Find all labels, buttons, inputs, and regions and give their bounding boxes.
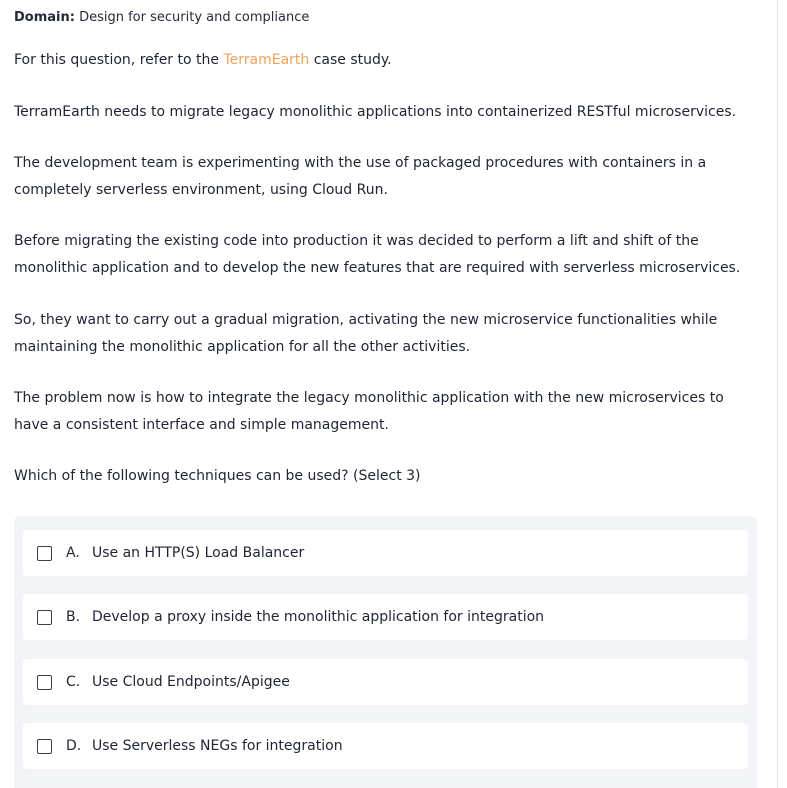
option-text: Develop a proxy inside the monolithic application for integration bbox=[92, 609, 545, 625]
domain-value: Design for security and compliance bbox=[79, 10, 310, 25]
question-prompt: Which of the following techniques can be used? (Select 3) bbox=[14, 468, 421, 484]
checkbox-icon[interactable] bbox=[37, 675, 52, 690]
question-paragraph-5: The problem now is how to integrate the legacy monolithic application with the new microservices to have a consistent interface and simple management. bbox=[14, 390, 724, 433]
option-letter: C. bbox=[66, 674, 81, 690]
case-study-link[interactable]: TerramEarth bbox=[223, 52, 310, 68]
domain-label: Domain: bbox=[14, 10, 75, 25]
option-letter: B. bbox=[66, 609, 81, 625]
question-paragraph-1: TerramEarth needs to migrate legacy monolithic applications into containerized RESTful microservices. bbox=[14, 104, 737, 120]
option-text: Use Cloud Endpoints/Apigee bbox=[92, 674, 290, 690]
question-paragraph-4: So, they want to carry out a gradual migration, activating the new microservice functionalities while maintaining the monolithic application for all the other activities. bbox=[14, 312, 718, 355]
question-paragraph-3: Before migrating the existing code into production it was decided to perform a lift and shift of the monolithic application and to develop the new features that are required with serverless microservices. bbox=[14, 233, 741, 276]
intro-text bbox=[14, 47, 762, 74]
checkbox-icon[interactable] bbox=[37, 610, 52, 625]
option-b[interactable] bbox=[23, 594, 748, 640]
option-text: Use an HTTP(S) Load Balancer bbox=[92, 545, 305, 561]
option-letter: A. bbox=[66, 545, 80, 561]
question-paragraph-2: The development team is experimenting with the use of packaged procedures with containers in a completely serverless environment, using Cloud Run. bbox=[14, 155, 707, 198]
intro-prefix: For this question, refer to the bbox=[14, 52, 224, 68]
option-d[interactable] bbox=[23, 723, 748, 769]
answer-options-panel bbox=[14, 516, 757, 788]
option-text: Use Serverless NEGs for integration bbox=[92, 738, 343, 754]
option-c[interactable] bbox=[23, 659, 748, 705]
page-divider bbox=[777, 0, 778, 788]
option-a[interactable] bbox=[23, 530, 748, 576]
domain-line bbox=[14, 9, 309, 26]
checkbox-icon[interactable] bbox=[37, 739, 52, 754]
checkbox-icon[interactable] bbox=[37, 546, 52, 561]
intro-suffix: case study. bbox=[309, 52, 392, 68]
option-letter: D. bbox=[66, 738, 82, 754]
